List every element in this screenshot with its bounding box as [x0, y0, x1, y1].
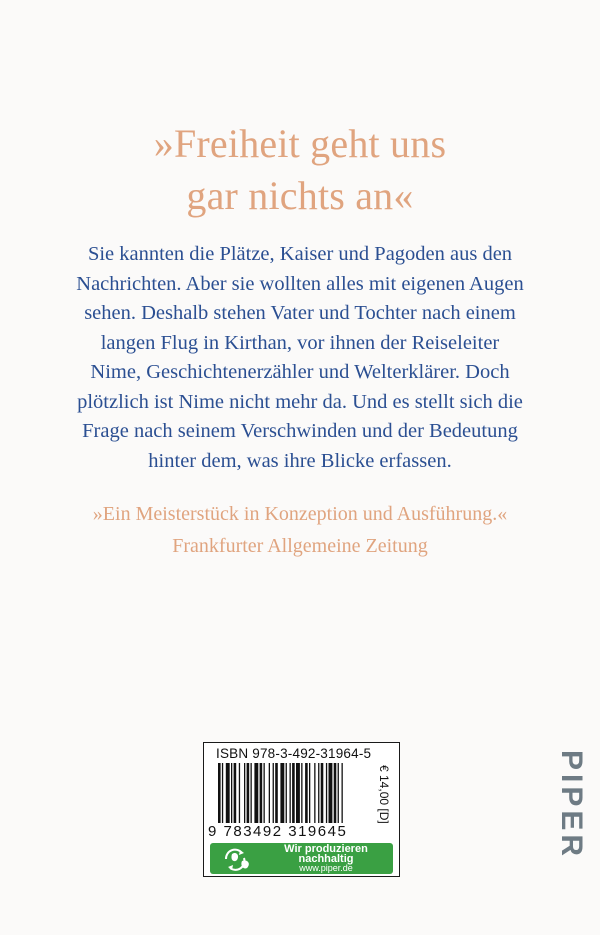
barcode-bar — [251, 763, 252, 823]
barcode-bar — [222, 763, 223, 823]
barcode-bar — [254, 763, 258, 823]
barcode-bar — [218, 763, 221, 823]
barcode-box — [203, 742, 400, 877]
barcode-bar — [273, 763, 274, 823]
barcode-bar — [334, 763, 337, 823]
barcode-bar — [234, 763, 237, 823]
barcode-bar — [239, 763, 240, 823]
blurb-line: hinter dem, was ihre Blicke erfassen. — [148, 449, 452, 472]
barcode-bar — [309, 763, 310, 823]
barcode-bar — [286, 763, 287, 823]
eco-badge-text — [276, 845, 376, 874]
barcode-bar — [226, 763, 230, 823]
barcode-bars — [218, 763, 380, 823]
barcode-bar — [292, 763, 295, 823]
headline-line-2: gar nichts an« — [186, 173, 414, 218]
barcode-bar — [269, 763, 270, 823]
barcode-bar — [244, 763, 245, 823]
isbn-label: ISBN 978-3-492-31964-5 — [216, 746, 372, 761]
blurb-line: langen Flug in Kirthan, vor ihnen der Reiseleiter — [100, 331, 500, 354]
review-quote-text: »Ein Meisterstück in Konzeption und Ausführung.« — [92, 503, 508, 525]
blurb-text — [55, 240, 545, 476]
barcode-bar — [314, 763, 315, 823]
eco-badge — [210, 843, 393, 874]
barcode-bar — [338, 763, 339, 823]
review-quote — [0, 498, 600, 562]
headline-line-1: »Freiheit geht uns — [153, 121, 447, 166]
blurb-line: Frage nach seinem Verschwinden und der Bedeutung — [82, 420, 518, 442]
barcode-bar — [305, 763, 308, 823]
recycle-leaf-icon — [218, 845, 258, 872]
barcode-bar — [318, 763, 319, 823]
barcode-bar — [280, 763, 284, 823]
eco-line-1: Wir produzieren — [284, 843, 368, 855]
barcode-bar — [342, 763, 343, 823]
eco-url: www.piper.de — [299, 863, 353, 873]
blurb-line: sehen. Deshalb stehen Vater und Tochter nach einem — [84, 302, 516, 324]
blurb-line: Nachrichten. Aber sie wollten alles mit eigenen Augen — [76, 272, 524, 295]
eco-line-2: nachhaltig — [298, 852, 354, 865]
blurb-line: Nime, Geschichtenerzähler und Welterklärer. Doch — [90, 361, 510, 383]
barcode-bar — [296, 763, 300, 823]
headline — [0, 118, 600, 222]
blurb-line: Sie kannten die Plätze, Kaiser und Pagoden aus den — [87, 243, 513, 265]
review-source: Frankfurter Allgemeine Zeitung — [172, 535, 428, 557]
barcode-bar — [321, 763, 324, 823]
barcode-bar — [301, 763, 302, 823]
barcode-bar — [275, 763, 278, 823]
barcode-bar — [290, 763, 291, 823]
price-label: € 14,00 [D] — [377, 765, 391, 824]
barcode-digits: 9 783492 319645 — [208, 823, 348, 840]
barcode-bar — [247, 763, 250, 823]
barcode-bar — [326, 763, 327, 823]
barcode-bar — [329, 763, 333, 823]
barcode-bar — [264, 763, 265, 823]
blurb-line: plötzlich ist Nime nicht mehr da. Und es stellt sich die — [77, 390, 523, 413]
barcode-bar — [260, 763, 263, 823]
barcode-bar — [231, 763, 232, 823]
publisher-logo: PIPER — [555, 750, 588, 861]
